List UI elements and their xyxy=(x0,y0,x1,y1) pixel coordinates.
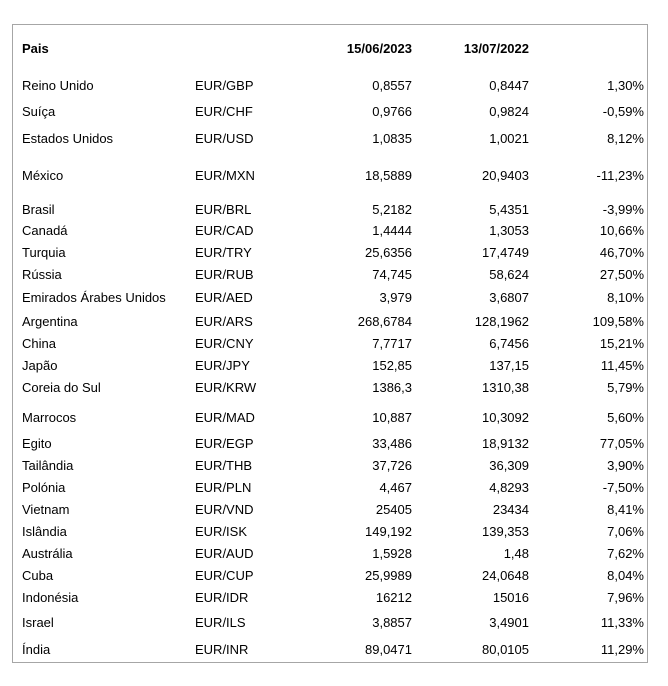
change-percent-cell: 3,90% xyxy=(607,458,644,473)
currency-pair-cell: EUR/THB xyxy=(195,458,253,473)
rate-2023-cell: 152,85 xyxy=(372,358,412,373)
change-percent-cell: 7,06% xyxy=(607,524,644,539)
table-row xyxy=(13,221,647,241)
change-percent-cell: 10,66% xyxy=(599,223,644,238)
change-percent-cell: 8,10% xyxy=(607,290,644,305)
currency-pair-cell: EUR/PLN xyxy=(195,480,252,495)
currency-pair-cell: EUR/IDR xyxy=(195,590,249,605)
table-row xyxy=(13,102,647,122)
rate-2022-cell: 3,4901 xyxy=(489,615,529,630)
rate-2023-cell: 18,5889 xyxy=(365,168,412,183)
currency-pair-cell: EUR/INR xyxy=(195,642,249,657)
rate-2022-cell: 15016 xyxy=(492,590,529,605)
change-percent-cell: 46,70% xyxy=(599,245,644,260)
table-row xyxy=(13,500,647,520)
rate-2023-cell: 1,5928 xyxy=(372,546,412,561)
table-row xyxy=(13,312,647,332)
table-row xyxy=(13,544,647,564)
change-percent-cell: 11,33% xyxy=(600,615,644,630)
rate-2023-cell: 149,192 xyxy=(365,524,412,539)
currency-pair-cell: EUR/CNY xyxy=(195,336,254,351)
rate-2022-cell: 137,15 xyxy=(489,358,529,373)
country-cell: Turquia xyxy=(22,245,66,260)
country-cell: Índia xyxy=(22,642,51,657)
rate-2022-cell: 20,9403 xyxy=(482,168,529,183)
table-row xyxy=(13,288,647,308)
country-cell: Vietnam xyxy=(22,502,70,517)
rate-2022-cell: 0,8447 xyxy=(489,78,529,93)
change-percent-cell: 5,60% xyxy=(607,410,644,425)
country-cell: Marrocos xyxy=(22,410,77,425)
currency-pair-cell: EUR/ISK xyxy=(195,524,248,539)
rate-2022-cell: 1,0021 xyxy=(489,131,529,146)
country-cell: Egito xyxy=(22,436,52,451)
rate-2023-cell: 0,9766 xyxy=(372,104,412,119)
currency-pair-cell: EUR/GBP xyxy=(195,78,254,93)
rate-2023-cell: 3,979 xyxy=(379,290,412,305)
country-cell: China xyxy=(22,336,56,351)
header-country: Pais xyxy=(22,41,49,56)
rate-2022-cell: 58,624 xyxy=(489,267,529,282)
currency-pair-cell: EUR/ARS xyxy=(195,314,253,329)
rate-2023-cell: 268,6784 xyxy=(357,314,412,329)
table-row xyxy=(13,478,647,498)
change-percent-cell: 11,29% xyxy=(600,642,644,657)
change-percent-cell: -3,99% xyxy=(602,202,644,217)
table-row xyxy=(13,522,647,542)
country-cell: Indonésia xyxy=(22,590,79,605)
currency-pair-cell: EUR/ILS xyxy=(195,615,246,630)
change-percent-cell: 15,21% xyxy=(599,336,644,351)
country-cell: Islândia xyxy=(22,524,67,539)
country-cell: Tailândia xyxy=(22,458,74,473)
rate-2022-cell: 5,4351 xyxy=(489,202,529,217)
currency-pair-cell: EUR/JPY xyxy=(195,358,250,373)
currency-pair-cell: EUR/CUP xyxy=(195,568,254,583)
country-cell: Japão xyxy=(22,358,58,373)
currency-pair-cell: EUR/BRL xyxy=(195,202,252,217)
table-row xyxy=(13,243,647,263)
rate-2022-cell: 3,6807 xyxy=(489,290,529,305)
rate-2022-cell: 0,9824 xyxy=(489,104,529,119)
country-cell: Canadá xyxy=(22,223,68,238)
country-cell: Polónia xyxy=(22,480,66,495)
table-row xyxy=(13,456,647,476)
currency-pair-cell: EUR/EGP xyxy=(195,436,254,451)
table-row xyxy=(13,408,647,428)
table-row xyxy=(13,566,647,586)
country-cell: Reino Unido xyxy=(22,78,94,93)
change-percent-cell: 77,05% xyxy=(599,436,644,451)
rate-2022-cell: 6,7456 xyxy=(489,336,529,351)
rate-2023-cell: 1,0835 xyxy=(372,131,412,146)
rate-2022-cell: 139,353 xyxy=(482,524,529,539)
country-cell: Rússia xyxy=(22,267,62,282)
table-row xyxy=(13,434,647,454)
country-cell: Israel xyxy=(22,615,54,630)
table-row xyxy=(13,76,647,96)
change-percent-cell: 5,79% xyxy=(607,380,644,395)
change-percent-cell: -11,23% xyxy=(596,168,644,183)
change-percent-cell: 8,41% xyxy=(607,502,644,517)
change-percent-cell: 27,50% xyxy=(599,267,644,282)
country-cell: Suíça xyxy=(22,104,56,119)
rate-2022-cell: 1,48 xyxy=(503,546,529,561)
change-percent-cell: 1,30% xyxy=(607,78,644,93)
currency-pair-cell: EUR/MXN xyxy=(195,168,255,183)
rate-2023-cell: 5,2182 xyxy=(372,202,412,217)
country-cell: Coreia do Sul xyxy=(22,380,101,395)
rate-2023-cell: 4,467 xyxy=(379,480,412,495)
rate-2023-cell: 37,726 xyxy=(372,458,412,473)
rate-2022-cell: 128,1962 xyxy=(474,314,529,329)
change-percent-cell: 11,45% xyxy=(600,358,644,373)
country-cell: Austrália xyxy=(22,546,73,561)
currency-pair-cell: EUR/VND xyxy=(195,502,254,517)
rate-2022-cell: 18,9132 xyxy=(482,436,529,451)
change-percent-cell: 7,62% xyxy=(607,546,644,561)
country-cell: Estados Unidos xyxy=(22,131,114,146)
header-date-2023: 15/06/2023 xyxy=(346,41,412,56)
table-row xyxy=(13,356,647,376)
table-row xyxy=(13,588,647,608)
table-row xyxy=(13,200,647,220)
rate-2023-cell: 33,486 xyxy=(372,436,412,451)
currency-pair-cell: EUR/CHF xyxy=(195,104,253,119)
change-percent-cell: -0,59% xyxy=(602,104,644,119)
table-row xyxy=(13,613,647,633)
table-row xyxy=(13,378,647,398)
rate-2022-cell: 80,0105 xyxy=(482,642,529,657)
currency-pair-cell: EUR/TRY xyxy=(195,245,252,260)
rate-2022-cell: 1310,38 xyxy=(482,380,529,395)
country-cell: Cuba xyxy=(22,568,54,583)
country-cell: México xyxy=(22,168,64,183)
change-percent-cell: 109,58% xyxy=(592,314,644,329)
table-row xyxy=(13,166,647,186)
currency-pair-cell: EUR/AUD xyxy=(195,546,254,561)
exchange-rate-table xyxy=(12,24,648,663)
rate-2023-cell: 74,745 xyxy=(372,267,412,282)
change-percent-cell: 7,96% xyxy=(607,590,644,605)
rate-2023-cell: 25405 xyxy=(375,502,412,517)
table-row xyxy=(13,640,647,660)
header-date-2022: 13/07/2022 xyxy=(463,41,529,56)
rate-2022-cell: 23434 xyxy=(492,502,529,517)
change-percent-cell: -7,50% xyxy=(602,480,644,495)
country-cell: Brasil xyxy=(22,202,55,217)
rate-2022-cell: 1,3053 xyxy=(489,223,529,238)
country-cell: Emirados Árabes Unidos xyxy=(22,290,166,305)
rate-2023-cell: 0,8557 xyxy=(372,78,412,93)
rate-2023-cell: 89,0471 xyxy=(365,642,412,657)
rate-2023-cell: 1,4444 xyxy=(372,223,412,238)
rate-2022-cell: 17,4749 xyxy=(482,245,529,260)
currency-pair-cell: EUR/USD xyxy=(195,131,254,146)
rate-2023-cell: 16212 xyxy=(375,590,412,605)
rate-2022-cell: 10,3092 xyxy=(482,410,529,425)
currency-pair-cell: EUR/MAD xyxy=(195,410,255,425)
table-row xyxy=(13,129,647,149)
rate-2023-cell: 1386,3 xyxy=(372,380,412,395)
currency-pair-cell: EUR/KRW xyxy=(195,380,257,395)
rate-2023-cell: 3,8857 xyxy=(372,615,412,630)
table-row xyxy=(13,334,647,354)
change-percent-cell: 8,04% xyxy=(607,568,644,583)
table-row xyxy=(13,265,647,285)
rate-2022-cell: 4,8293 xyxy=(489,480,529,495)
rate-2022-cell: 36,309 xyxy=(489,458,529,473)
change-percent-cell: 8,12% xyxy=(607,131,644,146)
currency-pair-cell: EUR/AED xyxy=(195,290,253,305)
rate-2022-cell: 24,0648 xyxy=(482,568,529,583)
rate-2023-cell: 25,6356 xyxy=(365,245,412,260)
currency-pair-cell: EUR/RUB xyxy=(195,267,254,282)
rate-2023-cell: 25,9989 xyxy=(365,568,412,583)
country-cell: Argentina xyxy=(22,314,78,329)
rate-2023-cell: 10,887 xyxy=(372,410,412,425)
currency-pair-cell: EUR/CAD xyxy=(195,223,254,238)
rate-2023-cell: 7,7717 xyxy=(372,336,412,351)
table-header xyxy=(13,39,647,59)
